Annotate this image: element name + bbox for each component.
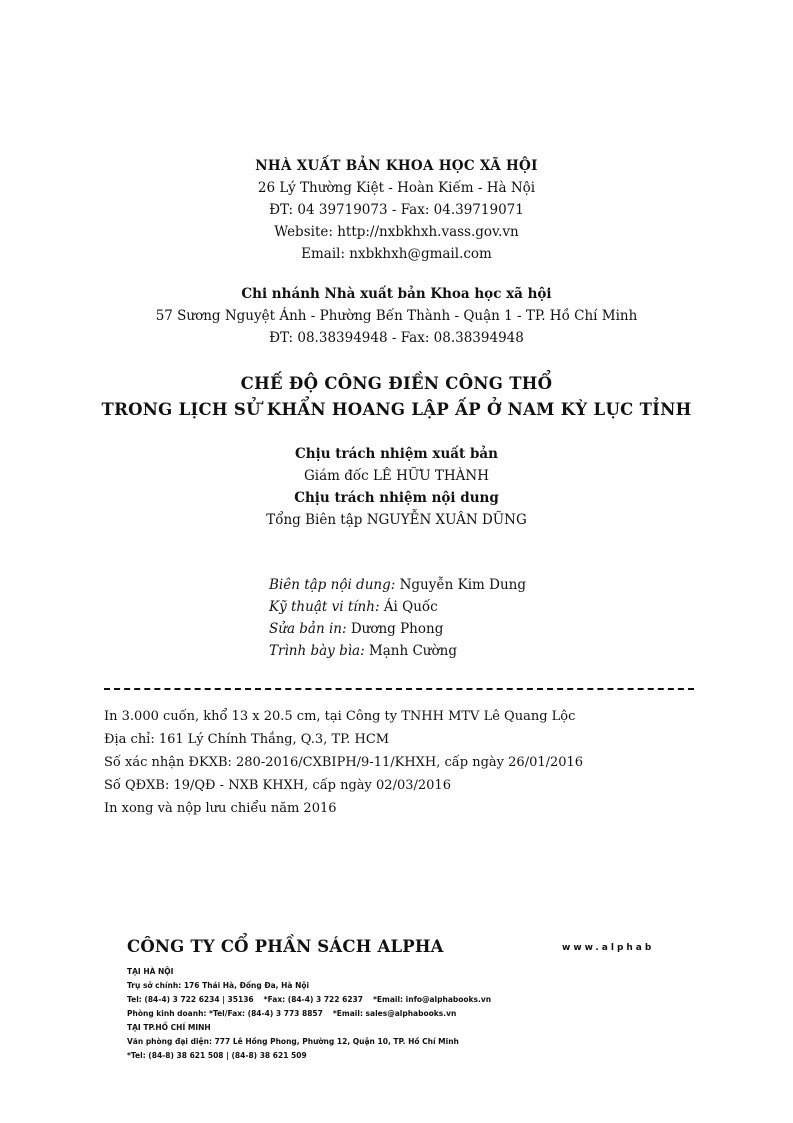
hanoi-headquarters: Trụ sở chính: 176 Thái Hà, Đống Đa, Hà Nội [127, 981, 310, 990]
hanoi-fax: *Fax: (84-4) 3 722 6237 [263, 995, 363, 1004]
hcm-tel: *Tel: (84-8) 38 621 508 | (84-8) 38 621 509 [127, 1051, 307, 1060]
publisher-name: NHÀ XUẤT BẢN KHOA HỌC XÃ HỘI [255, 158, 538, 174]
deposit-line: In xong và nộp lưu chiểu năm 2016 [104, 801, 337, 816]
print-info-block [104, 705, 583, 820]
publishing-responsibility-label: Chịu trách nhiệm xuất bản [295, 446, 498, 462]
editor-cover-row [269, 640, 526, 662]
alpha-contacts [127, 965, 491, 1063]
publisher-block [0, 155, 793, 265]
hanoi-heading: TẠI HÀ NỘI [127, 967, 174, 976]
alpha-company-name: CÔNG TY CỔ PHẦN SÁCH ALPHA [127, 937, 444, 956]
editor-proofread-label: Sửa bản in: [269, 621, 347, 637]
sales-contact-row [127, 1007, 491, 1021]
book-title-line-1: CHẾ ĐỘ CÔNG ĐIỀN CÔNG THỔ [240, 374, 553, 393]
branch-name: Chi nhánh Nhà xuất bản Khoa học xã hội [241, 286, 552, 302]
alpha-website-fragment: www.alphab [562, 943, 655, 953]
editor-cover-value: Mạnh Cường [364, 643, 457, 659]
dashed-divider [104, 688, 694, 690]
publisher-address: 26 Lý Thường Kiệt - Hoàn Kiếm - Hà Nội [257, 180, 536, 196]
publisher-email: Email: nxbkhxh@gmail.com [301, 246, 492, 262]
editor-content-label: Biên tập nội dung: [269, 577, 396, 593]
editor-content-row [269, 574, 526, 596]
book-title-line-2: TRONG LỊCH SỬ KHẨN HOANG LẬP ẤP Ở NAM KỲ LỤC TỈNH [101, 400, 692, 419]
responsibility-block [0, 443, 793, 531]
editor-cover-label: Trình bày bìa: [269, 643, 365, 659]
branch-phone: ĐT: 08.38394948 - Fax: 08.38394948 [269, 330, 524, 346]
registration-line: Số xác nhận ĐKXB: 280-2016/CXBIPH/9-11/KHXH, cấp ngày 26/01/2016 [104, 755, 584, 770]
sales-phone: Phòng kinh doanh: *Tel/Fax: (84-4) 3 773 8857 [127, 1009, 323, 1018]
editor-proofread-value: Dương Phong [346, 621, 444, 637]
editor-computer-row [269, 596, 526, 618]
content-responsibility-label: Chịu trách nhiệm nội dung [294, 490, 499, 506]
chief-editor-name: Tổng Biên tập NGUYỄN XUÂN DŨNG [266, 512, 527, 528]
publisher-phone: ĐT: 04 39719073 - Fax: 04.39719071 [269, 202, 524, 218]
hcm-office: Văn phòng đại diện: 777 Lê Hồng Phong, Phường 12, Quận 10, TP. Hồ Chí Minh [127, 1037, 459, 1046]
print-run-line: In 3.000 cuốn, khổ 13 x 20.5 cm, tại Công ty TNHH MTV Lê Quang Lộc [104, 709, 576, 724]
book-title [0, 371, 793, 423]
printer-address-line: Địa chỉ: 161 Lý Chính Thắng, Q.3, TP. HCM [104, 732, 390, 747]
editor-computer-value: Ái Quốc [379, 599, 438, 615]
editors-credits [269, 574, 526, 662]
branch-block [0, 283, 793, 349]
decision-line: Số QĐXB: 19/QĐ - NXB KHXH, cấp ngày 02/03/2016 [104, 778, 451, 793]
branch-address: 57 Sương Nguyệt Ánh - Phường Bến Thành - Quận 1 - TP. Hồ Chí Minh [155, 308, 638, 324]
hanoi-tel: Tel: (84-4) 3 722 6234 | 35136 [127, 995, 254, 1004]
hcm-heading: TẠI TP.HỒ CHÍ MINH [127, 1023, 211, 1032]
hanoi-contact-row [127, 993, 491, 1007]
director-name: Giám đốc LÊ HỮU THÀNH [303, 468, 490, 484]
editor-proofread-row [269, 618, 526, 640]
publisher-website: Website: http://nxbkhxh.vass.gov.vn [274, 224, 519, 240]
sales-email: *Email: sales@alphabooks.vn [332, 1009, 457, 1018]
editor-content-value: Nguyễn Kim Dung [395, 577, 526, 593]
editor-computer-label: Kỹ thuật vi tính: [269, 599, 380, 615]
hanoi-email: *Email: info@alphabooks.vn [372, 995, 492, 1004]
